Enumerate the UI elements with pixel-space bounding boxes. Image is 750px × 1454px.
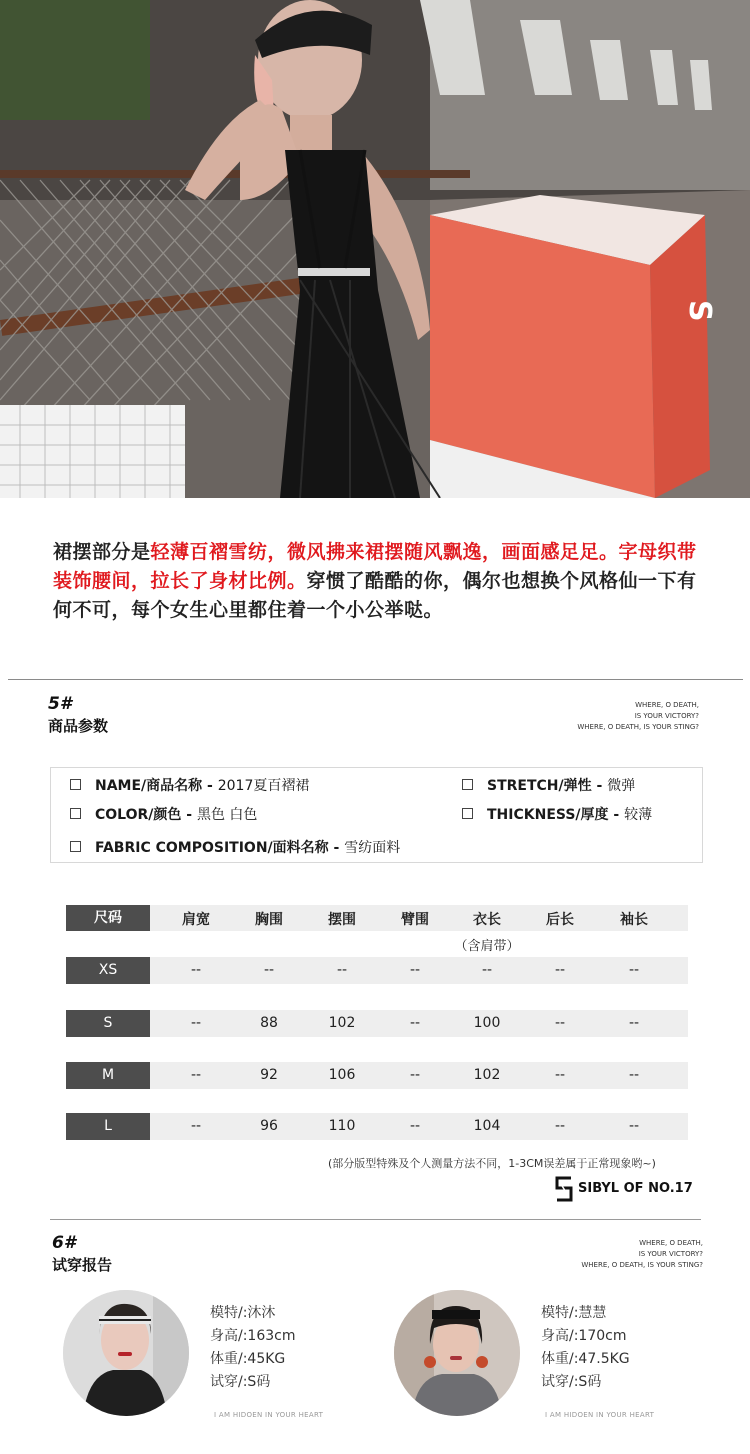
param-name-value: 2017夏百褶裙: [217, 778, 310, 794]
intro-text-highlight: 轻薄百褶雪纺，微风拂来裙摆随风飘逸，画面感足足。字母织带装饰腰间，拉长了身材比例。: [53, 541, 697, 592]
table-row-size: L: [66, 1113, 150, 1140]
intro-text-2: 穿惯了酷酷的你，偶尔也想换个风格仙一下有何不可，每个女生心里都住着一个小公举哒。: [53, 570, 697, 621]
table-cell: 102: [328, 1015, 356, 1031]
table-cell: --: [628, 1067, 640, 1083]
quote-line: WHERE, O DEATH,: [635, 701, 699, 709]
quote-line: WHERE, O DEATH,: [639, 1239, 703, 1247]
table-cell: 100: [473, 1015, 501, 1031]
model-height: 身高/:163cm: [210, 1328, 296, 1344]
table-cell: --: [336, 962, 348, 978]
table-row-size: XS: [66, 957, 150, 984]
checkbox-icon: [462, 808, 473, 819]
table-header-cell: 后长: [546, 912, 574, 928]
hero-product-photo: [0, 0, 750, 498]
section-5-quote: [577, 700, 699, 733]
table-cell: 110: [328, 1118, 356, 1134]
table-cell: --: [409, 1067, 421, 1083]
table-header-cell: 臂围: [401, 912, 429, 928]
model-name: 模特/:沐沐: [210, 1305, 276, 1321]
param-name-label: NAME/商品名称 -: [95, 778, 218, 794]
table-cell: --: [190, 962, 202, 978]
table-cell: --: [628, 1118, 640, 1134]
param-fabric-value: 雪纺面料: [344, 840, 401, 856]
table-cell: --: [409, 1118, 421, 1134]
table-cell: --: [554, 1118, 566, 1134]
table-cell: 102: [473, 1067, 501, 1083]
checkbox-icon: [70, 779, 81, 790]
param-fabric: [70, 837, 400, 857]
quote-line: IS YOUR VICTORY?: [634, 712, 699, 720]
table-row-size: S: [66, 1010, 150, 1037]
model-weight: 体重/:47.5KG: [541, 1351, 630, 1367]
table-cell: --: [628, 962, 640, 978]
param-color: [70, 804, 257, 824]
table-header-cell: 摆围: [328, 912, 356, 928]
table-header-cell: 袖长: [620, 912, 648, 928]
quote-line: WHERE, O DEATH, IS YOUR STING?: [581, 1261, 703, 1269]
table-cell: 92: [260, 1067, 278, 1083]
param-stretch: [462, 775, 635, 795]
product-params-box: [50, 767, 703, 863]
param-color-value: 黑色 白色: [196, 807, 258, 823]
table-header-size: 尺码: [66, 905, 150, 931]
svg-text:S: S: [682, 300, 717, 322]
param-color-label: COLOR/颜色 -: [95, 807, 197, 823]
section-5-title: 商品参数: [48, 717, 109, 735]
param-fabric-label: FABRIC COMPOSITION/面料名称 -: [95, 840, 345, 856]
table-cell: --: [554, 962, 566, 978]
model-height: 身高/:170cm: [541, 1328, 627, 1344]
intro-text-1: 裙摆部分是: [53, 541, 151, 563]
table-cell: 104: [473, 1118, 501, 1134]
table-cell: --: [409, 962, 421, 978]
brand-name: SIBYL OF NO.17: [578, 1181, 693, 1196]
model-info: [210, 1302, 296, 1394]
section-divider: [50, 1219, 701, 1220]
product-description: [53, 538, 713, 625]
table-cell: 88: [260, 1015, 278, 1031]
table-cell: --: [190, 1067, 202, 1083]
param-stretch-label: STRETCH/弹性 -: [487, 778, 608, 794]
param-thickness: [462, 804, 652, 824]
table-cell: 106: [328, 1067, 356, 1083]
section-5-number: 5#: [48, 694, 72, 714]
model-tagline: I AM HIDOEN IN YOUR HEART: [214, 1411, 324, 1419]
section-6-number: 6#: [52, 1233, 76, 1253]
model-name: 模特/:慧慧: [541, 1305, 607, 1321]
model-size: 试穿/:S码: [210, 1374, 271, 1390]
param-thickness-label: THICKNESS/厚度 -: [487, 807, 625, 823]
brand-logo-icon: [553, 1175, 575, 1203]
table-cell: --: [628, 1015, 640, 1031]
table-cell: --: [190, 1015, 202, 1031]
table-cell: 96: [260, 1118, 278, 1134]
table-cell: --: [190, 1118, 202, 1134]
table-cell: --: [409, 1015, 421, 1031]
model-weight: 体重/:45KG: [210, 1351, 286, 1367]
section-6-title: 试穿报告: [52, 1256, 113, 1274]
table-header-cell: 衣长: [473, 912, 501, 928]
table-row-size: M: [66, 1062, 150, 1089]
checkbox-icon: [70, 808, 81, 819]
section-6-quote: [581, 1238, 703, 1271]
model-info: [541, 1302, 630, 1394]
model-tagline: I AM HIDOEN IN YOUR HEART: [545, 1411, 655, 1419]
table-header-cell: 胸围: [255, 912, 283, 928]
checkbox-icon: [70, 841, 81, 852]
param-thickness-value: 较薄: [624, 807, 653, 823]
table-header-subnote: （含肩带）: [454, 939, 520, 954]
model-size: 试穿/:S码: [541, 1374, 602, 1390]
checkbox-icon: [462, 779, 473, 790]
model-avatar: [63, 1290, 189, 1416]
model-avatar: [394, 1290, 520, 1416]
table-cell: --: [554, 1015, 566, 1031]
param-stretch-value: 微弹: [607, 778, 636, 794]
table-header-cell: 肩宽: [182, 912, 210, 928]
hero-photo-illustration: [0, 0, 750, 498]
table-cell: --: [554, 1067, 566, 1083]
param-name: [70, 775, 309, 795]
table-cell: --: [263, 962, 275, 978]
quote-line: WHERE, O DEATH, IS YOUR STING?: [577, 723, 699, 731]
quote-line: IS YOUR VICTORY?: [638, 1250, 703, 1258]
measurement-note: (部分版型特殊及个人测量方法不同，1-3CM误差属于正常现象哟~): [328, 1157, 656, 1170]
section-divider: [8, 679, 743, 680]
table-cell: --: [481, 962, 493, 978]
